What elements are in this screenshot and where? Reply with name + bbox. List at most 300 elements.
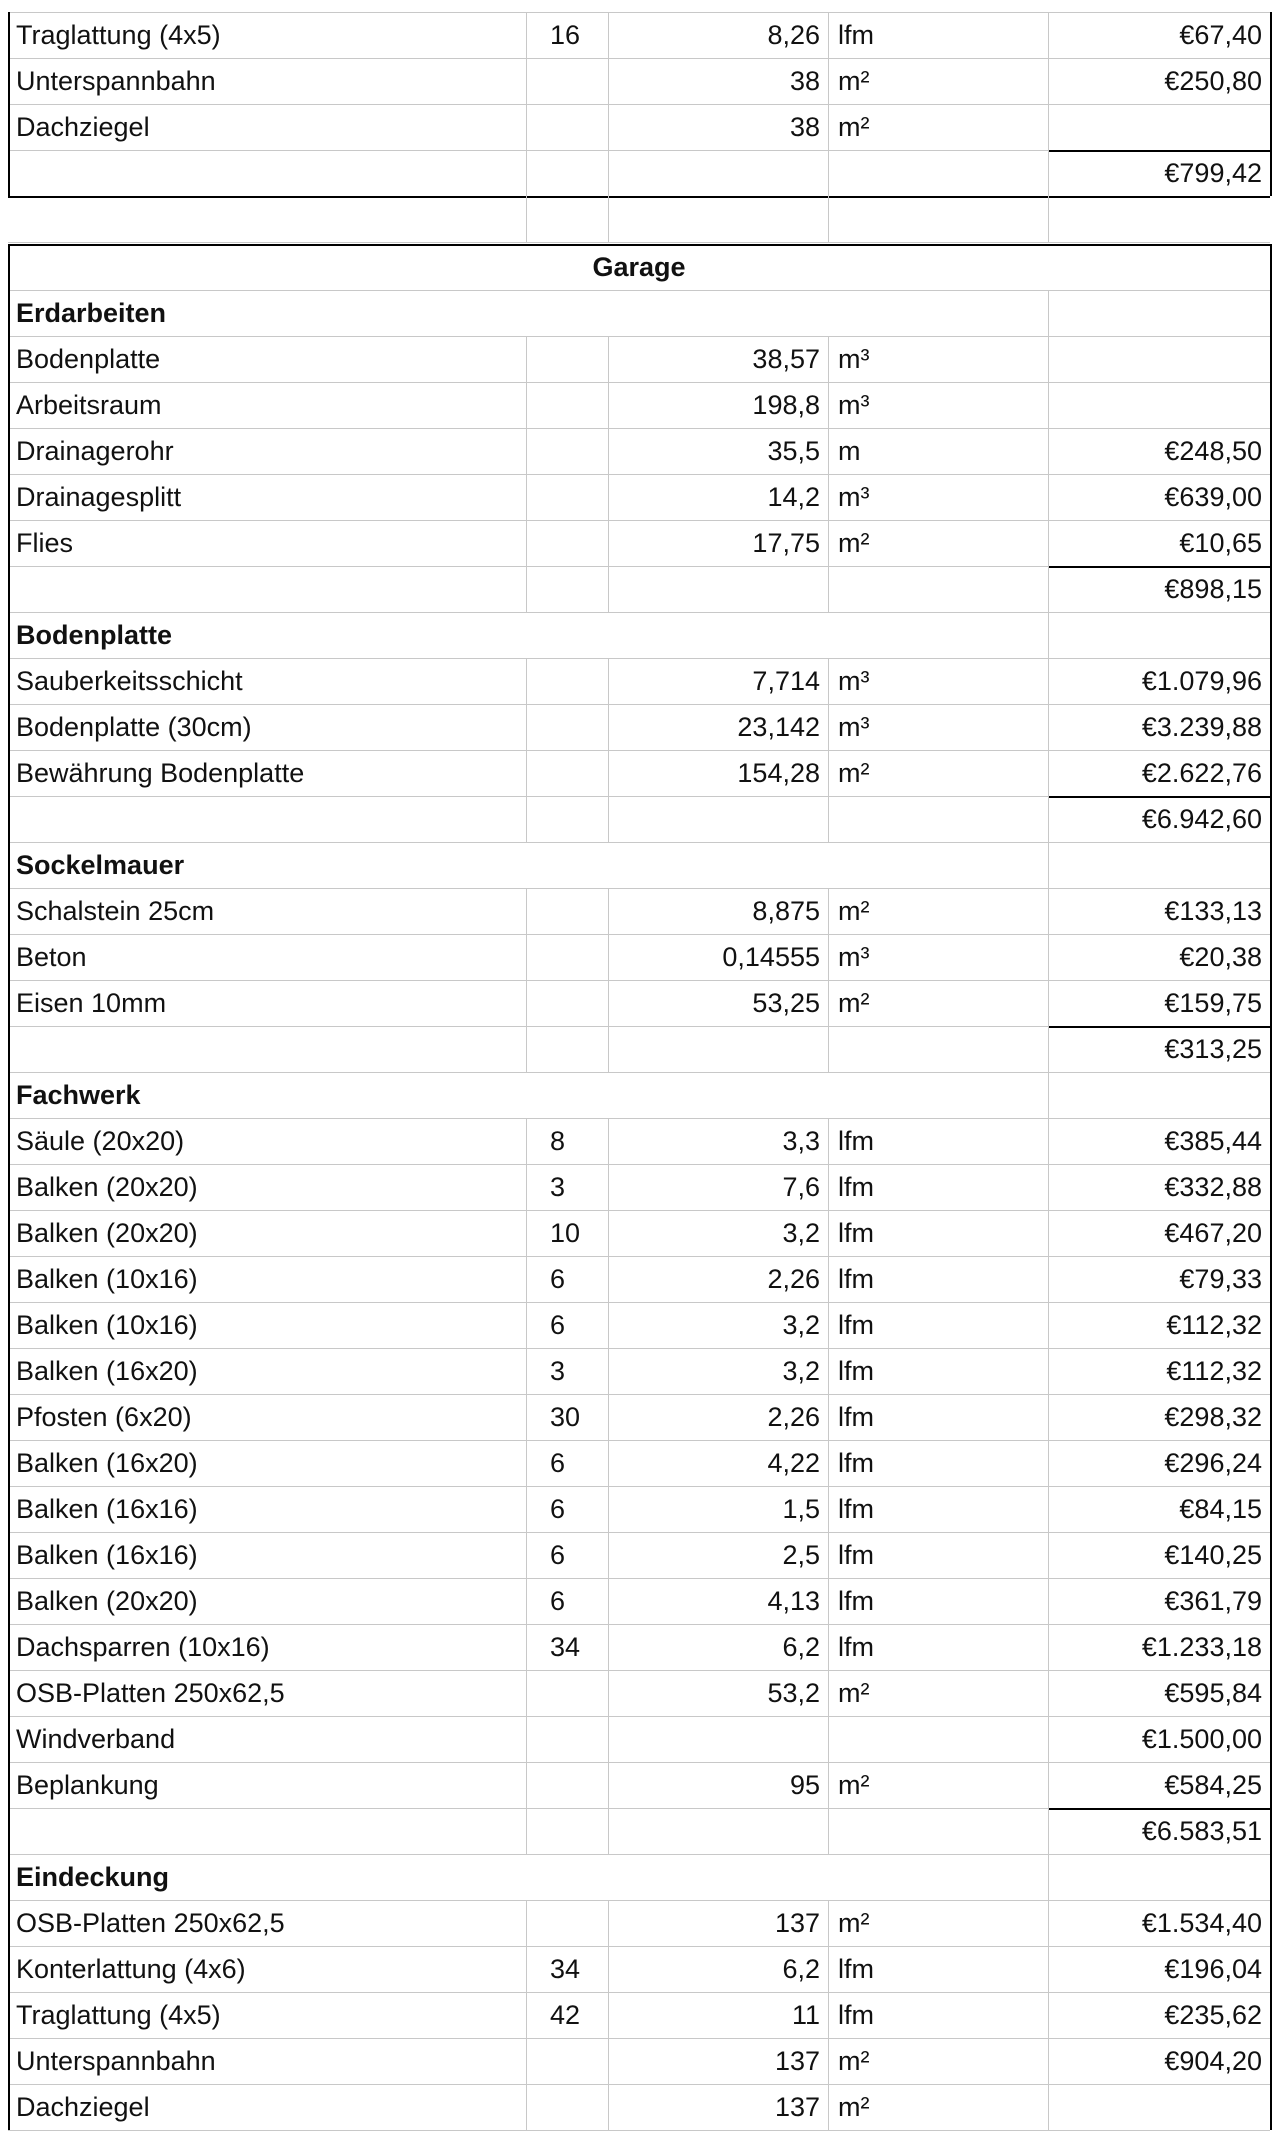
item-price[interactable]: €904,20 <box>1164 2046 1262 2076</box>
table-row <box>0 382 1280 428</box>
section-heading[interactable]: Fachwerk <box>16 1080 141 1110</box>
item-count[interactable]: 34 <box>550 1632 581 1662</box>
item-quantity[interactable]: 14,2 <box>767 482 820 512</box>
grid-line <box>828 520 829 566</box>
item-label[interactable]: Pfosten (6x20) <box>16 1402 192 1432</box>
item-label[interactable]: Beplankung <box>16 1770 159 1800</box>
item-price[interactable]: €595,84 <box>1164 1678 1262 1708</box>
table-row <box>0 1578 1280 1624</box>
grid-line <box>1048 1900 1049 1946</box>
item-price[interactable]: €67,40 <box>1179 20 1262 50</box>
item-label[interactable]: Balken (10x16) <box>16 1264 198 1294</box>
table-row <box>0 196 1280 242</box>
item-quantity[interactable] <box>608 150 828 196</box>
table-row <box>0 1164 1280 1210</box>
item-price[interactable] <box>1048 842 1270 888</box>
grid-line <box>828 980 829 1026</box>
item-count[interactable] <box>526 888 608 934</box>
item-quantity[interactable]: 137 <box>774 2092 820 2122</box>
item-unit[interactable] <box>828 1808 1048 1854</box>
item-unit[interactable]: lfm <box>838 1494 874 1524</box>
item-price[interactable]: €296,24 <box>1164 1448 1262 1478</box>
item-count[interactable]: 3 <box>550 1356 566 1386</box>
item-label[interactable]: Dachziegel <box>16 112 150 142</box>
block-border <box>8 12 10 196</box>
section-heading[interactable]: Erdarbeiten <box>16 298 167 328</box>
grid-line <box>526 474 527 520</box>
item-price[interactable]: €196,04 <box>1164 1954 1262 1984</box>
item-count[interactable]: 30 <box>550 1402 581 1432</box>
grid-line <box>608 1670 609 1716</box>
item-unit[interactable]: m³ <box>838 482 870 512</box>
item-unit[interactable]: lfm <box>838 1310 874 1340</box>
item-quantity[interactable]: 38 <box>789 112 820 142</box>
item-count[interactable]: 34 <box>550 1954 581 1984</box>
item-unit[interactable] <box>828 196 1048 242</box>
item-quantity[interactable] <box>608 196 828 242</box>
item-price[interactable] <box>1048 2084 1270 2130</box>
item-quantity[interactable]: 38 <box>789 66 820 96</box>
item-label[interactable]: Bodenplatte <box>16 344 161 374</box>
item-count[interactable] <box>526 474 608 520</box>
subtotal-price[interactable]: €898,15 <box>1164 574 1262 604</box>
item-price[interactable]: €133,13 <box>1164 896 1262 926</box>
item-count[interactable] <box>526 104 608 150</box>
item-price[interactable]: €639,00 <box>1164 482 1262 512</box>
item-quantity[interactable] <box>608 796 828 842</box>
grid-line <box>1048 1808 1049 1854</box>
item-count[interactable] <box>526 1900 608 1946</box>
grid-line <box>828 658 829 704</box>
grid-line <box>1048 2084 1049 2130</box>
item-quantity[interactable]: 3,2 <box>782 1310 820 1340</box>
item-count[interactable]: 6 <box>550 1586 566 1616</box>
item-label[interactable] <box>8 150 526 196</box>
grid-line <box>608 796 609 842</box>
item-price[interactable]: €140,25 <box>1164 1540 1262 1570</box>
item-quantity[interactable] <box>608 1026 828 1072</box>
grid-line <box>8 242 1270 243</box>
item-quantity[interactable]: 35,5 <box>767 436 820 466</box>
table-row <box>0 750 1280 796</box>
item-label[interactable]: Konterlattung (4x6) <box>16 1954 246 1984</box>
item-price[interactable]: €361,79 <box>1164 1586 1262 1616</box>
section-heading[interactable]: Bodenplatte <box>16 620 173 650</box>
grid-line <box>608 12 609 242</box>
item-quantity[interactable]: 8,875 <box>752 896 820 926</box>
grid-line <box>608 336 609 382</box>
table-row <box>0 1992 1280 2038</box>
item-unit[interactable]: m³ <box>838 666 870 696</box>
grid-line <box>1048 842 1049 888</box>
subtotal-price[interactable]: €6.942,60 <box>1141 804 1262 834</box>
grid-line <box>1048 1486 1049 1532</box>
item-label[interactable]: Sauberkeitsschicht <box>16 666 243 696</box>
item-price[interactable]: €332,88 <box>1164 1172 1262 1202</box>
subtotal-price[interactable]: €313,25 <box>1164 1034 1262 1064</box>
item-unit[interactable]: lfm <box>838 1356 874 1386</box>
item-price[interactable]: €3.239,88 <box>1141 712 1262 742</box>
item-count[interactable]: 6 <box>550 1448 566 1478</box>
item-price[interactable] <box>1048 1072 1270 1118</box>
section-heading[interactable]: Eindeckung <box>16 1862 170 1892</box>
item-label[interactable]: Balken (16x20) <box>16 1448 198 1478</box>
grid-line <box>526 1440 527 1486</box>
item-quantity[interactable]: 1,5 <box>782 1494 820 1524</box>
item-count[interactable] <box>526 934 608 980</box>
grid-line <box>526 1670 527 1716</box>
item-count[interactable] <box>526 796 608 842</box>
item-unit[interactable]: lfm <box>838 2000 874 2030</box>
item-count[interactable] <box>526 658 608 704</box>
item-count[interactable] <box>526 336 608 382</box>
grid-line <box>828 1118 829 1164</box>
item-label[interactable] <box>8 1808 526 1854</box>
item-price[interactable]: €1.534,40 <box>1141 1908 1262 1938</box>
item-label[interactable]: Balken (10x16) <box>16 1310 198 1340</box>
grid-line <box>1048 1256 1049 1302</box>
item-label[interactable]: Drainagesplitt <box>16 482 182 512</box>
item-unit[interactable]: m² <box>838 1770 870 1800</box>
item-quantity[interactable]: 137 <box>774 2046 820 2076</box>
item-quantity[interactable]: 3,2 <box>782 1218 820 1248</box>
item-unit[interactable]: m² <box>838 988 870 1018</box>
item-price[interactable] <box>1048 1854 1270 1900</box>
grid-line <box>1048 428 1049 474</box>
item-unit[interactable]: m² <box>838 66 870 96</box>
grid-line <box>1048 888 1049 934</box>
grid-line <box>828 2038 829 2084</box>
item-label[interactable]: Bewährung Bodenplatte <box>16 758 305 788</box>
item-label[interactable]: Bodenplatte (30cm) <box>16 712 252 742</box>
grid-line <box>828 888 829 934</box>
item-price[interactable]: €1.079,96 <box>1141 666 1262 696</box>
item-price[interactable]: €467,20 <box>1164 1218 1262 1248</box>
item-unit[interactable]: m³ <box>838 344 870 374</box>
item-label[interactable]: Balken (16x16) <box>16 1540 198 1570</box>
item-label[interactable]: Eisen 10mm <box>16 988 167 1018</box>
item-quantity[interactable]: 53,25 <box>752 988 820 1018</box>
grid-line <box>1048 1946 1049 1992</box>
grid-line <box>608 1302 609 1348</box>
item-label[interactable]: Dachsparren (10x16) <box>16 1632 270 1662</box>
item-count[interactable]: 6 <box>550 1264 566 1294</box>
item-quantity[interactable]: 17,75 <box>752 528 820 558</box>
item-label[interactable]: Balken (20x20) <box>16 1172 198 1202</box>
item-unit[interactable]: lfm <box>838 1954 874 1984</box>
item-quantity[interactable]: 53,2 <box>767 1678 820 1708</box>
item-label[interactable]: Balken (16x20) <box>16 1356 198 1386</box>
item-quantity[interactable]: 7,714 <box>752 666 820 696</box>
section-heading[interactable]: Sockelmauer <box>16 850 185 880</box>
item-price[interactable]: €2.622,76 <box>1141 758 1262 788</box>
item-count[interactable]: 16 <box>550 20 581 50</box>
subtotal-row <box>0 150 1280 196</box>
grid-line <box>1048 1992 1049 2038</box>
item-label[interactable]: Traglattung (4x5) <box>16 2000 221 2030</box>
grid-line <box>608 1532 609 1578</box>
item-count[interactable]: 6 <box>550 1540 566 1570</box>
item-count[interactable]: 8 <box>550 1126 566 1156</box>
item-unit[interactable]: lfm <box>838 1586 874 1616</box>
grid-line <box>526 336 527 382</box>
item-unit[interactable]: m² <box>838 1678 870 1708</box>
item-price[interactable]: €112,32 <box>1166 1310 1262 1340</box>
item-quantity[interactable] <box>608 1808 828 1854</box>
grid-line <box>828 1808 829 1854</box>
grid-line <box>526 428 527 474</box>
grid-line <box>828 1394 829 1440</box>
item-price[interactable] <box>1048 290 1270 336</box>
section-heading-row <box>0 1072 1280 1118</box>
grid-line <box>1048 704 1049 750</box>
item-count[interactable] <box>526 1670 608 1716</box>
item-label[interactable]: Balken (20x20) <box>16 1218 198 1248</box>
grid-line <box>1048 612 1049 658</box>
item-count[interactable]: 6 <box>550 1494 566 1524</box>
grid-line <box>526 1302 527 1348</box>
table-row <box>0 1118 1280 1164</box>
table-row <box>0 1624 1280 1670</box>
item-quantity[interactable]: 23,142 <box>737 712 820 742</box>
item-unit[interactable] <box>828 796 1048 842</box>
grid-line <box>608 1808 609 1854</box>
item-quantity[interactable]: 8,26 <box>767 20 820 50</box>
item-price[interactable]: €112,32 <box>1166 1356 1262 1386</box>
item-price[interactable]: €584,25 <box>1164 1770 1262 1800</box>
item-unit[interactable]: m² <box>838 112 870 142</box>
item-price[interactable] <box>1048 336 1270 382</box>
item-price[interactable]: €298,32 <box>1164 1402 1262 1432</box>
item-price[interactable]: €84,15 <box>1179 1494 1262 1524</box>
item-unit[interactable]: lfm <box>838 1448 874 1478</box>
block-border <box>8 244 1270 246</box>
block-border <box>8 244 10 2130</box>
grid-line <box>608 1486 609 1532</box>
item-quantity[interactable]: 95 <box>789 1770 820 1800</box>
item-unit[interactable]: m² <box>838 2046 870 2076</box>
item-count[interactable]: 3 <box>550 1172 566 1202</box>
item-count[interactable] <box>526 196 608 242</box>
item-quantity[interactable]: 3,3 <box>782 1126 820 1156</box>
grid-line <box>608 980 609 1026</box>
subtotal-price[interactable]: €6.583,51 <box>1141 1816 1262 1846</box>
item-unit[interactable]: m² <box>838 2092 870 2122</box>
grid-line <box>526 1532 527 1578</box>
item-quantity[interactable]: 0,14555 <box>722 942 820 972</box>
item-price[interactable]: €250,80 <box>1164 66 1262 96</box>
subtotal-price[interactable]: €799,42 <box>1164 158 1262 188</box>
item-label[interactable]: Traglattung (4x5) <box>16 20 221 50</box>
grid-line <box>8 12 1270 13</box>
grid-line <box>1048 1302 1049 1348</box>
item-quantity[interactable]: 2,26 <box>767 1264 820 1294</box>
item-quantity[interactable]: 6,2 <box>782 1954 820 1984</box>
item-label[interactable]: Balken (16x16) <box>16 1494 198 1524</box>
item-count[interactable] <box>526 1808 608 1854</box>
item-quantity[interactable]: 7,6 <box>782 1172 820 1202</box>
item-price[interactable]: €79,33 <box>1179 1264 1262 1294</box>
grid-line <box>526 980 527 1026</box>
item-unit[interactable]: lfm <box>838 1402 874 1432</box>
item-price[interactable]: €248,50 <box>1164 436 1262 466</box>
item-unit[interactable]: lfm <box>838 1632 874 1662</box>
section-heading-row <box>0 1854 1280 1900</box>
item-count[interactable]: 42 <box>550 2000 581 2030</box>
grid-line <box>1048 1854 1049 1900</box>
item-label[interactable]: Unterspannbahn <box>16 2046 216 2076</box>
item-count[interactable] <box>526 382 608 428</box>
item-quantity[interactable]: 4,13 <box>767 1586 820 1616</box>
item-label[interactable]: Windverband <box>16 1724 176 1754</box>
grid-line <box>526 1118 527 1164</box>
item-count[interactable] <box>526 1762 608 1808</box>
item-label[interactable]: Balken (20x20) <box>16 1586 198 1616</box>
grid-line <box>608 474 609 520</box>
item-unit[interactable]: m³ <box>838 712 870 742</box>
item-label[interactable]: Arbeitsraum <box>16 390 162 420</box>
item-price[interactable]: €159,75 <box>1164 988 1262 1018</box>
item-quantity[interactable]: 2,26 <box>767 1402 820 1432</box>
grid-line <box>1048 1578 1049 1624</box>
item-unit[interactable] <box>828 1026 1048 1072</box>
item-quantity[interactable] <box>608 1716 828 1762</box>
subtotal-row <box>0 566 1280 612</box>
grid-line <box>8 2130 1270 2131</box>
item-price[interactable]: €235,62 <box>1164 2000 1262 2030</box>
item-price[interactable]: €1.233,18 <box>1141 1632 1262 1662</box>
item-label[interactable]: OSB-Platten 250x62,5 <box>16 1678 285 1708</box>
table-row <box>0 58 1280 104</box>
item-label[interactable] <box>8 796 526 842</box>
item-price[interactable]: €385,44 <box>1164 1126 1262 1156</box>
item-unit[interactable]: m² <box>838 528 870 558</box>
item-quantity[interactable]: 3,2 <box>782 1356 820 1386</box>
item-label[interactable] <box>8 196 526 242</box>
table-row <box>0 1302 1280 1348</box>
grid-line <box>608 1394 609 1440</box>
grid-line <box>608 658 609 704</box>
item-unit[interactable]: m² <box>838 758 870 788</box>
item-label[interactable]: Beton <box>16 942 87 972</box>
item-quantity[interactable]: 38,57 <box>752 344 820 374</box>
grid-line <box>1048 1762 1049 1808</box>
item-label[interactable] <box>8 1026 526 1072</box>
item-count[interactable]: 10 <box>550 1218 581 1248</box>
item-count[interactable] <box>526 428 608 474</box>
grid-line <box>828 1762 829 1808</box>
item-price[interactable]: €20,38 <box>1179 942 1262 972</box>
item-unit[interactable]: lfm <box>838 1264 874 1294</box>
item-count[interactable] <box>526 2038 608 2084</box>
item-count[interactable] <box>526 150 608 196</box>
item-quantity[interactable]: 198,8 <box>752 390 820 420</box>
item-quantity[interactable]: 4,22 <box>767 1448 820 1478</box>
item-count[interactable] <box>526 750 608 796</box>
item-price[interactable]: €1.500,00 <box>1141 1724 1262 1754</box>
grid-line <box>1048 980 1049 1026</box>
item-unit[interactable]: m² <box>838 1908 870 1938</box>
grid-line <box>526 1808 527 1854</box>
item-label[interactable]: Drainagerohr <box>16 436 174 466</box>
item-quantity[interactable]: 154,28 <box>737 758 820 788</box>
grid-line <box>828 750 829 796</box>
item-quantity[interactable]: 11 <box>791 2000 820 2030</box>
item-unit[interactable] <box>828 150 1048 196</box>
item-label[interactable]: Schalstein 25cm <box>16 896 215 926</box>
item-label[interactable] <box>8 566 526 612</box>
item-count[interactable] <box>526 58 608 104</box>
item-price[interactable] <box>1048 612 1270 658</box>
item-count[interactable] <box>526 2084 608 2130</box>
item-unit[interactable]: m³ <box>838 390 870 420</box>
section-heading-row <box>0 842 1280 888</box>
item-count[interactable] <box>526 704 608 750</box>
item-count[interactable]: 6 <box>550 1310 566 1340</box>
item-unit[interactable] <box>828 566 1048 612</box>
table-row <box>0 104 1280 150</box>
grid-line <box>608 934 609 980</box>
item-unit[interactable]: lfm <box>838 1172 874 1202</box>
item-unit[interactable]: m² <box>838 896 870 926</box>
grid-line <box>526 566 527 612</box>
item-price[interactable]: €10,65 <box>1179 528 1262 558</box>
item-unit[interactable]: lfm <box>838 1218 874 1248</box>
item-quantity[interactable]: 6,2 <box>782 1632 820 1662</box>
grid-line <box>1048 1624 1049 1670</box>
item-quantity[interactable]: 2,5 <box>782 1540 820 1570</box>
item-label[interactable]: Dachziegel <box>16 2092 150 2122</box>
item-unit[interactable]: lfm <box>838 1540 874 1570</box>
grid-line <box>526 658 527 704</box>
grid-line <box>608 1210 609 1256</box>
item-unit[interactable]: lfm <box>838 20 874 50</box>
grid-line <box>608 1118 609 1164</box>
item-count[interactable] <box>526 980 608 1026</box>
item-price[interactable] <box>1048 104 1270 150</box>
grid-line <box>828 1532 829 1578</box>
item-unit[interactable]: lfm <box>838 1126 874 1156</box>
item-label[interactable]: OSB-Platten 250x62,5 <box>16 1908 285 1938</box>
item-quantity[interactable]: 137 <box>774 1908 820 1938</box>
item-count[interactable] <box>526 1716 608 1762</box>
item-unit[interactable]: m <box>838 436 861 466</box>
table-row <box>0 1256 1280 1302</box>
item-price[interactable] <box>1048 196 1270 242</box>
item-unit[interactable] <box>828 1716 1048 1762</box>
item-count[interactable] <box>526 520 608 566</box>
item-quantity[interactable] <box>608 566 828 612</box>
item-price[interactable] <box>1048 382 1270 428</box>
item-label[interactable]: Flies <box>16 528 74 558</box>
item-count[interactable] <box>526 1026 608 1072</box>
grid-line <box>828 1348 829 1394</box>
grid-line <box>1048 934 1049 980</box>
grid-line <box>608 1440 609 1486</box>
block-border <box>1270 244 1272 2130</box>
item-unit[interactable]: m³ <box>838 942 870 972</box>
grid-line <box>608 888 609 934</box>
item-count[interactable] <box>526 566 608 612</box>
item-label[interactable]: Säule (20x20) <box>16 1126 185 1156</box>
grid-line <box>526 1946 527 1992</box>
table-row <box>0 1900 1280 1946</box>
item-label[interactable]: Unterspannbahn <box>16 66 216 96</box>
grid-line <box>608 1256 609 1302</box>
grid-line <box>608 1992 609 2038</box>
grid-line <box>828 2084 829 2130</box>
grid-line <box>608 1900 609 1946</box>
